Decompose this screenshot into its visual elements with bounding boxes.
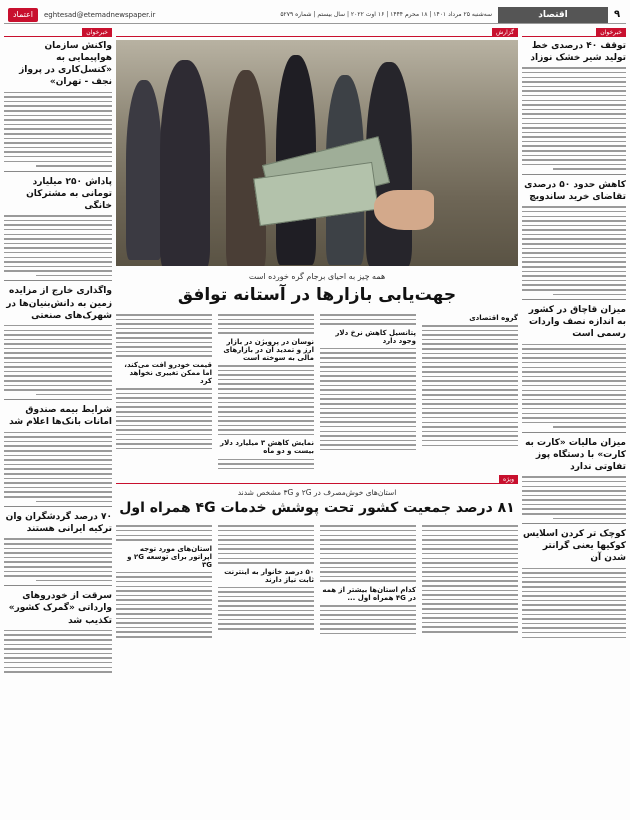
left-news-column xyxy=(4,28,112,816)
article-body xyxy=(522,67,626,170)
main-photo-currency-exchange xyxy=(116,40,518,266)
article-body xyxy=(4,215,112,276)
divider xyxy=(4,585,112,586)
section-title: اقتصاد xyxy=(498,7,608,23)
main-story-body xyxy=(116,311,518,473)
story-subhead: قیمت خودرو افت می‌کند، اما ممکن تغییری نخواهد کرد xyxy=(124,360,212,385)
divider xyxy=(4,280,112,281)
divider xyxy=(522,299,626,300)
news-headline: شرایط بیمه صندوق امانات بانک‌ها اعلام شد xyxy=(9,405,112,428)
article-body xyxy=(522,344,626,428)
divider xyxy=(522,523,626,524)
main-story-headline: جهت‌یابی بازارها در آستانه توافق xyxy=(177,285,457,305)
second-story-kicker: استان‌های خوش‌مصرف در ۲G و ۳G مشخص شدند xyxy=(237,488,397,498)
newspaper-logo: اعتماد xyxy=(8,8,38,22)
story-subhead: نوسان در پرویژن در بازار ارز و تمدید آن در بازارهای مالی به سوخته است xyxy=(223,337,314,362)
dateline: سه‌شنبه ۲۵ مرداد ۱۴۰۱ | ۱۸ محرم ۱۴۴۴ | ۱۶ اوت ۲۰۲۲ | سال بیستم | شماره ۵۲۷۹ xyxy=(280,11,492,18)
news-headline: کاهش حدود ۵۰ درصدی تقاضای خرید ساندویچ xyxy=(524,179,626,203)
story-subhead: نمایش کاهش ۳ میلیارد دلار بیست و دو ماه xyxy=(220,439,314,456)
article-body xyxy=(4,630,112,673)
masthead-bar xyxy=(4,6,626,24)
news-headline: پاداش ۲۵۰ میلیارد تومانی به مشترکان خانگی xyxy=(26,176,112,211)
divider xyxy=(4,506,112,507)
right-news-column xyxy=(522,28,626,816)
article-body xyxy=(522,206,626,295)
email-address[interactable]: eghtesad@etemadnewspaper.ir xyxy=(44,10,156,19)
article-body xyxy=(4,325,112,395)
story-subhead: ۵۰ درصد خانوار به اینترنت ثابت نیاز دارند xyxy=(224,567,314,584)
page-number: ۹ xyxy=(613,9,621,20)
story-byline: گروه اقتصادی xyxy=(469,314,518,322)
article-body xyxy=(4,92,112,167)
main-story-kicker: همه چیز به احیای برجام گره خورده است xyxy=(248,272,386,281)
article-body xyxy=(522,476,626,519)
divider xyxy=(4,399,112,400)
section-label: ویژه xyxy=(116,475,518,484)
second-story-headline: ۸۱ درصد جمعیت کشور تحت پوشش خدمات ۴G همراه اول xyxy=(119,500,515,517)
news-headline: واکنش سازمان هواپیمایی به «کنسل‌کاری در پرواز نجف - تهران» xyxy=(19,41,112,88)
section-label: گزارش xyxy=(116,28,518,37)
story-subhead: کدام استان‌ها بیشتر از همه در ۴G همراه اول ... xyxy=(322,585,416,602)
second-story-body xyxy=(116,522,518,641)
article-body xyxy=(4,432,112,502)
news-headline: واگذاری خارج از مزایده زمین به دانش‌بنیان‌ها در شهرک‌های صنعتی xyxy=(6,286,112,321)
article-body xyxy=(522,568,626,638)
section-label: خبرخوان xyxy=(522,28,626,37)
main-area xyxy=(116,28,518,816)
news-headline: میزان مالیات «کارت به کارت» با دستگاه پوز تفاوتی ندارد xyxy=(525,437,626,473)
news-headline: ۷۰ درصد گردشگران وان ترکیه ایرانی هستند xyxy=(5,512,112,535)
news-headline: سرقت از خودروهای وارداتی «گمرک کشور» تکذیب شد xyxy=(8,591,112,626)
divider xyxy=(522,174,626,175)
news-headline: کوچک تر کردن اسلایس کوکیها یعنی گرانتر شدن آن xyxy=(523,529,626,564)
section-label: خبرخوان xyxy=(4,28,112,37)
article-body xyxy=(4,538,112,581)
news-headline: میزان قاچاق در کشور به اندازه نصف واردات رسمی است xyxy=(528,305,626,340)
story-subhead: پتانسیل کاهش نرخ دلار وجود دارد xyxy=(335,328,416,345)
divider xyxy=(522,432,626,433)
divider xyxy=(4,171,112,172)
story-subhead: استان‌های مورد توجه اپراتور برای توسعه ۲G و ۳G xyxy=(127,544,212,569)
news-headline: توقف ۴۰ درصدی خط تولید شیر خشک نوزاد xyxy=(530,41,626,64)
